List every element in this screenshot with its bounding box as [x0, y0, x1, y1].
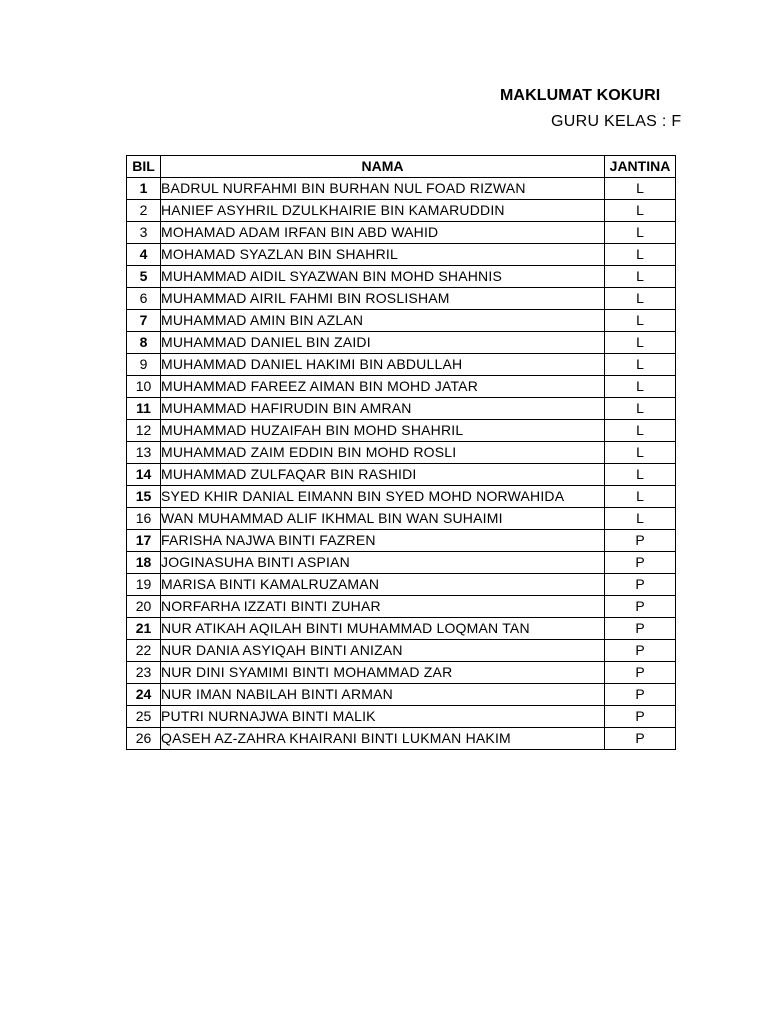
table-row: [127, 244, 676, 266]
table-row: [127, 200, 676, 222]
row-number: 19: [127, 574, 161, 596]
student-name: MUHAMMAD HAFIRUDIN BIN AMRAN: [161, 398, 605, 420]
gender-cell: L: [605, 332, 676, 354]
gender-cell: L: [605, 354, 676, 376]
table-row: [127, 376, 676, 398]
column-header-jantina: JANTINA: [605, 156, 676, 178]
gender-cell: L: [605, 376, 676, 398]
student-name: MUHAMMAD AIDIL SYAZWAN BIN MOHD SHAHNIS: [161, 266, 605, 288]
student-name: MUHAMMAD HUZAIFAH BIN MOHD SHAHRIL: [161, 420, 605, 442]
row-number: 7: [127, 310, 161, 332]
row-number: 6: [127, 288, 161, 310]
table-row: [127, 552, 676, 574]
row-number: 8: [127, 332, 161, 354]
document-title: MAKLUMAT KOKURI: [500, 87, 661, 104]
gender-cell: L: [605, 420, 676, 442]
row-number: 3: [127, 222, 161, 244]
table-header-row: [127, 156, 676, 178]
student-name: NORFARHA IZZATI BINTI ZUHAR: [161, 596, 605, 618]
row-number: 11: [127, 398, 161, 420]
row-number: 17: [127, 530, 161, 552]
gender-cell: L: [605, 288, 676, 310]
row-number: 1: [127, 178, 161, 200]
table-body: [127, 178, 676, 750]
gender-cell: P: [605, 574, 676, 596]
table-row: [127, 266, 676, 288]
row-number: 5: [127, 266, 161, 288]
student-name: MOHAMAD SYAZLAN BIN SHAHRIL: [161, 244, 605, 266]
student-name: MUHAMMAD AMIN BIN AZLAN: [161, 310, 605, 332]
student-name: WAN MUHAMMAD ALIF IKHMAL BIN WAN SUHAIMI: [161, 508, 605, 530]
row-number: 16: [127, 508, 161, 530]
row-number: 26: [127, 728, 161, 750]
student-name: NUR ATIKAH AQILAH BINTI MUHAMMAD LOQMAN TAN: [161, 618, 605, 640]
gender-cell: P: [605, 706, 676, 728]
row-number: 12: [127, 420, 161, 442]
table-row: [127, 442, 676, 464]
table-row: [127, 706, 676, 728]
gender-cell: P: [605, 618, 676, 640]
row-number: 21: [127, 618, 161, 640]
student-name: NUR DANIA ASYIQAH BINTI ANIZAN: [161, 640, 605, 662]
student-name: MUHAMMAD DANIEL BIN ZAIDI: [161, 332, 605, 354]
column-header-nama: NAMA: [161, 156, 605, 178]
student-name: MARISA BINTI KAMALRUZAMAN: [161, 574, 605, 596]
table-row: [127, 618, 676, 640]
table-row: [127, 728, 676, 750]
student-name: NUR DINI SYAMIMI BINTI MOHAMMAD ZAR: [161, 662, 605, 684]
student-name: MOHAMAD ADAM IRFAN BIN ABD WAHID: [161, 222, 605, 244]
gender-cell: P: [605, 662, 676, 684]
gender-cell: P: [605, 684, 676, 706]
table-row: [127, 178, 676, 200]
row-number: 18: [127, 552, 161, 574]
table-row: [127, 464, 676, 486]
gender-cell: P: [605, 728, 676, 750]
student-name: QASEH AZ-ZAHRA KHAIRANI BINTI LUKMAN HAKIM: [161, 728, 605, 750]
row-number: 22: [127, 640, 161, 662]
table-row: [127, 398, 676, 420]
gender-cell: P: [605, 640, 676, 662]
table-row: [127, 640, 676, 662]
gender-cell: L: [605, 442, 676, 464]
row-number: 23: [127, 662, 161, 684]
table-row: [127, 530, 676, 552]
row-number: 20: [127, 596, 161, 618]
student-name: HANIEF ASYHRIL DZULKHAIRIE BIN KAMARUDDIN: [161, 200, 605, 222]
table-row: [127, 310, 676, 332]
gender-cell: L: [605, 222, 676, 244]
student-name: BADRUL NURFAHMI BIN BURHAN NUL FOAD RIZWAN: [161, 178, 605, 200]
table-row: [127, 508, 676, 530]
gender-cell: L: [605, 200, 676, 222]
student-name: SYED KHIR DANIAL EIMANN BIN SYED MOHD NORWAHIDA: [161, 486, 605, 508]
gender-cell: L: [605, 178, 676, 200]
gender-cell: P: [605, 530, 676, 552]
gender-cell: P: [605, 552, 676, 574]
student-name: MUHAMMAD AIRIL FAHMI BIN ROSLISHAM: [161, 288, 605, 310]
row-number: 25: [127, 706, 161, 728]
gender-cell: P: [605, 596, 676, 618]
row-number: 14: [127, 464, 161, 486]
table-row: [127, 332, 676, 354]
table-row: [127, 596, 676, 618]
row-number: 2: [127, 200, 161, 222]
row-number: 10: [127, 376, 161, 398]
student-name: MUHAMMAD DANIEL HAKIMI BIN ABDULLAH: [161, 354, 605, 376]
gender-cell: L: [605, 486, 676, 508]
student-name: FARISHA NAJWA BINTI FAZREN: [161, 530, 605, 552]
column-header-bil: BIL: [127, 156, 161, 178]
student-name: MUHAMMAD ZAIM EDDIN BIN MOHD ROSLI: [161, 442, 605, 464]
table-row: [127, 684, 676, 706]
gender-cell: L: [605, 508, 676, 530]
row-number: 4: [127, 244, 161, 266]
class-teacher-label: GURU KELAS : F: [551, 113, 682, 130]
student-table: [126, 155, 676, 750]
gender-cell: L: [605, 464, 676, 486]
student-name: JOGINASUHA BINTI ASPIAN: [161, 552, 605, 574]
gender-cell: L: [605, 310, 676, 332]
gender-cell: L: [605, 266, 676, 288]
row-number: 24: [127, 684, 161, 706]
row-number: 13: [127, 442, 161, 464]
row-number: 15: [127, 486, 161, 508]
table-row: [127, 662, 676, 684]
table-row: [127, 354, 676, 376]
gender-cell: L: [605, 398, 676, 420]
table-row: [127, 574, 676, 596]
table-row: [127, 420, 676, 442]
table-row: [127, 222, 676, 244]
student-name: PUTRI NURNAJWA BINTI MALIK: [161, 706, 605, 728]
row-number: 9: [127, 354, 161, 376]
gender-cell: L: [605, 244, 676, 266]
table-row: [127, 486, 676, 508]
table-row: [127, 288, 676, 310]
student-name: NUR IMAN NABILAH BINTI ARMAN: [161, 684, 605, 706]
student-name: MUHAMMAD FAREEZ AIMAN BIN MOHD JATAR: [161, 376, 605, 398]
student-name: MUHAMMAD ZULFAQAR BIN RASHIDI: [161, 464, 605, 486]
